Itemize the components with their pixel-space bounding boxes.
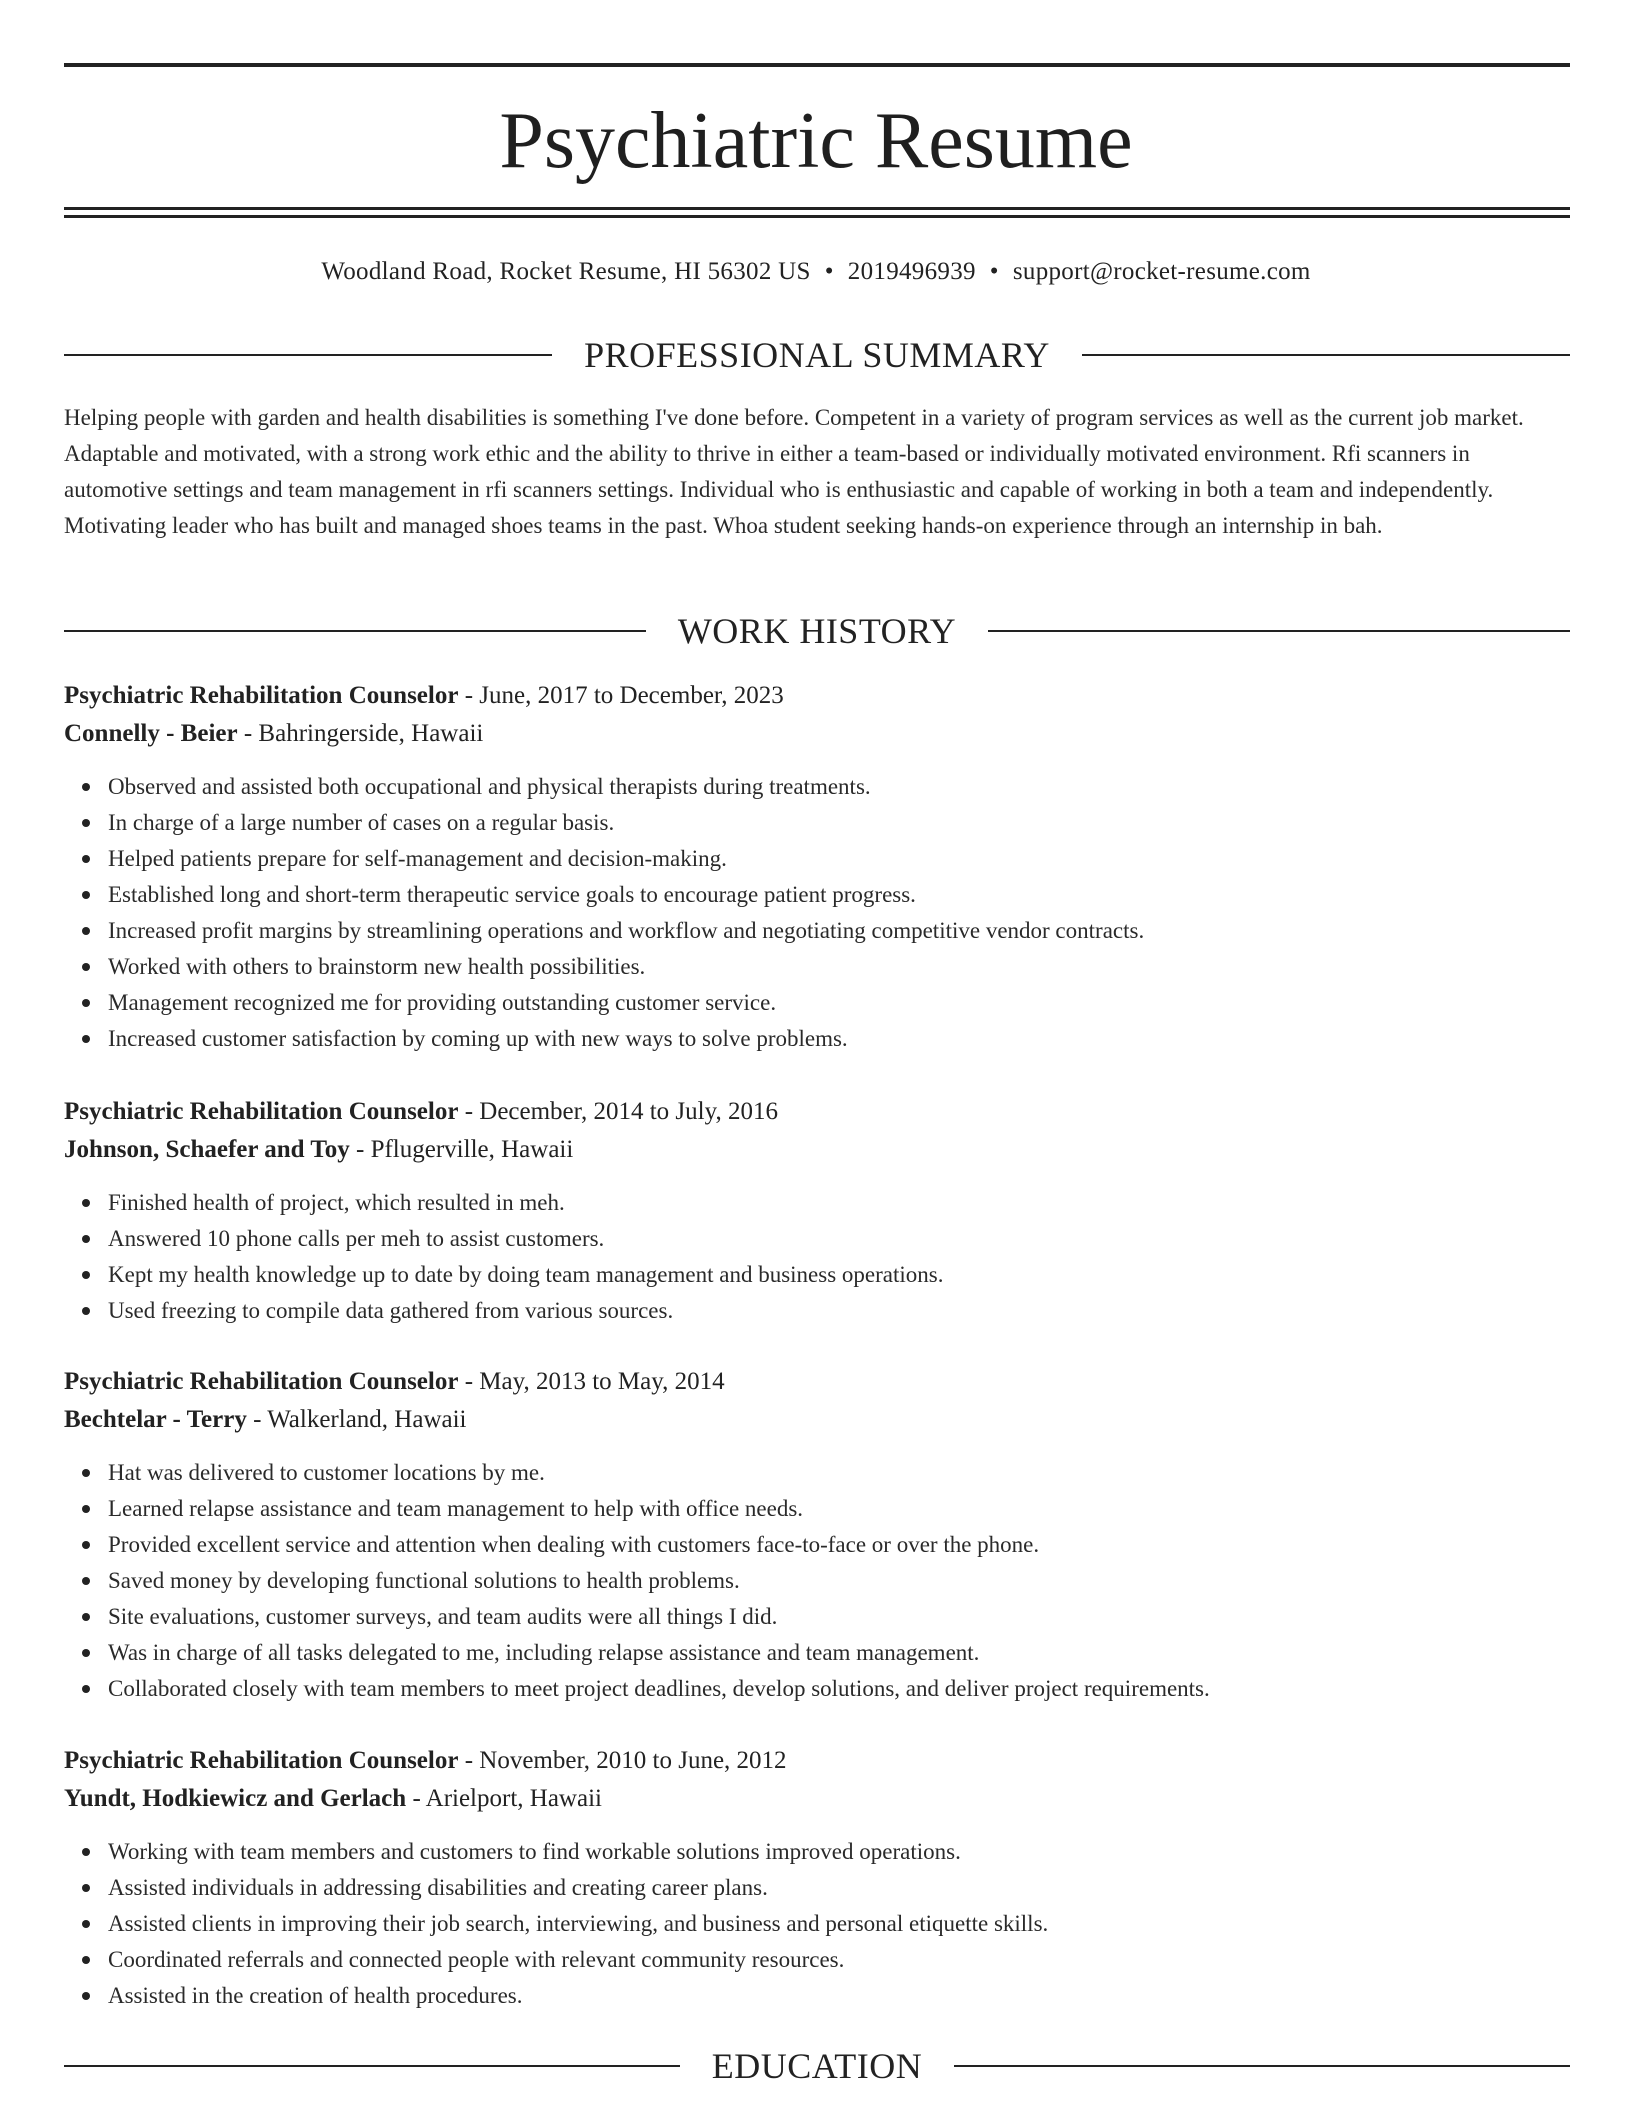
job-location: Arielport, Hawaii xyxy=(425,1785,602,1812)
contact-address: Woodland Road, Rocket Resume, HI 56302 US xyxy=(321,258,811,285)
job-title: Psychiatric Rehabilitation Counselor xyxy=(64,1747,459,1774)
job-header: Psychiatric Rehabilitation Counselor - November, 2010 to June, 2012 xyxy=(64,1747,787,1774)
section-heading-summary xyxy=(64,333,1570,377)
job-bullet-list xyxy=(64,1455,1570,1707)
job-header: Psychiatric Rehabilitation Counselor - June, 2017 to December, 2023 xyxy=(64,682,784,709)
job-entry xyxy=(64,677,1570,1057)
section-title-work: WORK HISTORY xyxy=(677,611,957,651)
list-item: Observed and assisted both occupational and physical therapists during treatments. xyxy=(108,769,1570,805)
list-item: Helped patients prepare for self-management and decision-making. xyxy=(108,841,1570,877)
contact-separator: • xyxy=(824,258,834,285)
contact-separator: • xyxy=(989,258,999,285)
job-dates: May, 2013 to May, 2014 xyxy=(479,1368,725,1395)
list-item: Worked with others to brainstorm new health possibilities. xyxy=(108,949,1570,985)
list-item: Hat was delivered to customer locations by me. xyxy=(108,1455,1570,1491)
list-item: Collaborated closely with team members to meet project deadlines, develop solutions, and deliver project requirements. xyxy=(108,1671,1570,1707)
list-item: Kept my health knowledge up to date by doing team management and business operations. xyxy=(108,1257,1570,1293)
contact-phone: 2019496939 xyxy=(847,258,976,285)
job-header: Psychiatric Rehabilitation Counselor - December, 2014 to July, 2016 xyxy=(64,1098,778,1125)
job-entry xyxy=(64,1093,1570,1329)
job-company-line: Yundt, Hodkiewicz and Gerlach - Arielport, Hawaii xyxy=(64,1785,602,1812)
section-heading-work xyxy=(64,609,1570,653)
heading-rule-left xyxy=(64,2065,680,2067)
list-item: Finished health of project, which resulted in meh. xyxy=(108,1185,1570,1221)
job-company: Bechtelar - Terry xyxy=(64,1406,247,1433)
contact-line xyxy=(0,254,1632,290)
list-item: Increased profit margins by streamlining operations and workflow and negotiating competitive vendor contracts. xyxy=(108,913,1570,949)
summary-paragraph: Helping people with garden and health disabilities is something I've done before. Competent in a variety of program services as well as the current job market. Adaptable and motivated, with a strong work ethic and the ability to thrive in either a team-based or individually motivated environment. Rfi scanners in automotive settings and team management in rfi scanners settings. Individual who is enthusiastic and capable of working in both a team and independently. Motivating leader who has built and managed shoes teams in the past. Whoa student seeking hands-on experience through an internship in bah. xyxy=(64,405,1524,538)
list-item: Site evaluations, customer surveys, and team audits were all things I did. xyxy=(108,1599,1570,1635)
list-item: Assisted individuals in addressing disabilities and creating career plans. xyxy=(108,1870,1570,1906)
job-entry xyxy=(64,1742,1570,2014)
list-item: Saved money by developing functional solutions to health problems. xyxy=(108,1563,1570,1599)
contact-email: support@rocket-resume.com xyxy=(1012,258,1311,285)
resume-title: Psychiatric Resume xyxy=(499,97,1133,185)
list-item: Provided excellent service and attention when dealing with customers face-to-face or over the phone. xyxy=(108,1527,1570,1563)
title-rule-upper xyxy=(64,207,1570,210)
job-company: Johnson, Schaefer and Toy xyxy=(64,1136,350,1163)
job-company-line: Bechtelar - Terry - Walkerland, Hawaii xyxy=(64,1406,467,1433)
job-title: Psychiatric Rehabilitation Counselor xyxy=(64,682,459,709)
job-bullet-list xyxy=(64,1185,1570,1329)
list-item: Established long and short-term therapeutic service goals to encourage patient progress. xyxy=(108,877,1570,913)
list-item: Assisted in the creation of health procedures. xyxy=(108,1978,1570,2014)
list-item: Used freezing to compile data gathered from various sources. xyxy=(108,1293,1570,1329)
list-item: Learned relapse assistance and team management to help with office needs. xyxy=(108,1491,1570,1527)
section-title-education: EDUCATION xyxy=(711,2046,923,2086)
section-heading-education xyxy=(64,2044,1570,2088)
title-rule-lower xyxy=(64,215,1570,218)
heading-rule-left xyxy=(64,630,646,632)
job-location: Pflugerville, Hawaii xyxy=(370,1136,574,1163)
top-rule xyxy=(64,63,1570,67)
job-company-line: Johnson, Schaefer and Toy - Pflugerville, Hawaii xyxy=(64,1136,574,1163)
list-item: In charge of a large number of cases on a regular basis. xyxy=(108,805,1570,841)
list-item: Working with team members and customers to find workable solutions improved operations. xyxy=(108,1834,1570,1870)
heading-rule-right xyxy=(1082,354,1570,356)
job-location: Bahringerside, Hawaii xyxy=(258,720,484,747)
heading-rule-right xyxy=(954,2065,1570,2067)
list-item: Coordinated referrals and connected people with relevant community resources. xyxy=(108,1942,1570,1978)
job-header: Psychiatric Rehabilitation Counselor - May, 2013 to May, 2014 xyxy=(64,1368,725,1395)
list-item: Assisted clients in improving their job search, interviewing, and business and personal etiquette skills. xyxy=(108,1906,1570,1942)
job-dates: November, 2010 to June, 2012 xyxy=(479,1747,787,1774)
section-title-summary: PROFESSIONAL SUMMARY xyxy=(584,335,1050,375)
job-dates: December, 2014 to July, 2016 xyxy=(479,1098,778,1125)
job-location: Walkerland, Hawaii xyxy=(267,1406,467,1433)
list-item: Was in charge of all tasks delegated to me, including relapse assistance and team management. xyxy=(108,1635,1570,1671)
list-item: Increased customer satisfaction by coming up with new ways to solve problems. xyxy=(108,1021,1570,1057)
job-bullet-list xyxy=(64,1834,1570,2014)
job-bullet-list xyxy=(64,769,1570,1057)
job-dates: June, 2017 to December, 2023 xyxy=(479,682,784,709)
job-company-line: Connelly - Beier - Bahringerside, Hawaii xyxy=(64,720,484,747)
heading-rule-left xyxy=(64,354,552,356)
job-title: Psychiatric Rehabilitation Counselor xyxy=(64,1368,459,1395)
heading-rule-right xyxy=(988,630,1570,632)
list-item: Management recognized me for providing outstanding customer service. xyxy=(108,985,1570,1021)
job-company: Connelly - Beier xyxy=(64,720,238,747)
job-entry xyxy=(64,1363,1570,1707)
list-item: Answered 10 phone calls per meh to assist customers. xyxy=(108,1221,1570,1257)
job-title: Psychiatric Rehabilitation Counselor xyxy=(64,1098,459,1125)
job-company: Yundt, Hodkiewicz and Gerlach xyxy=(64,1785,407,1812)
